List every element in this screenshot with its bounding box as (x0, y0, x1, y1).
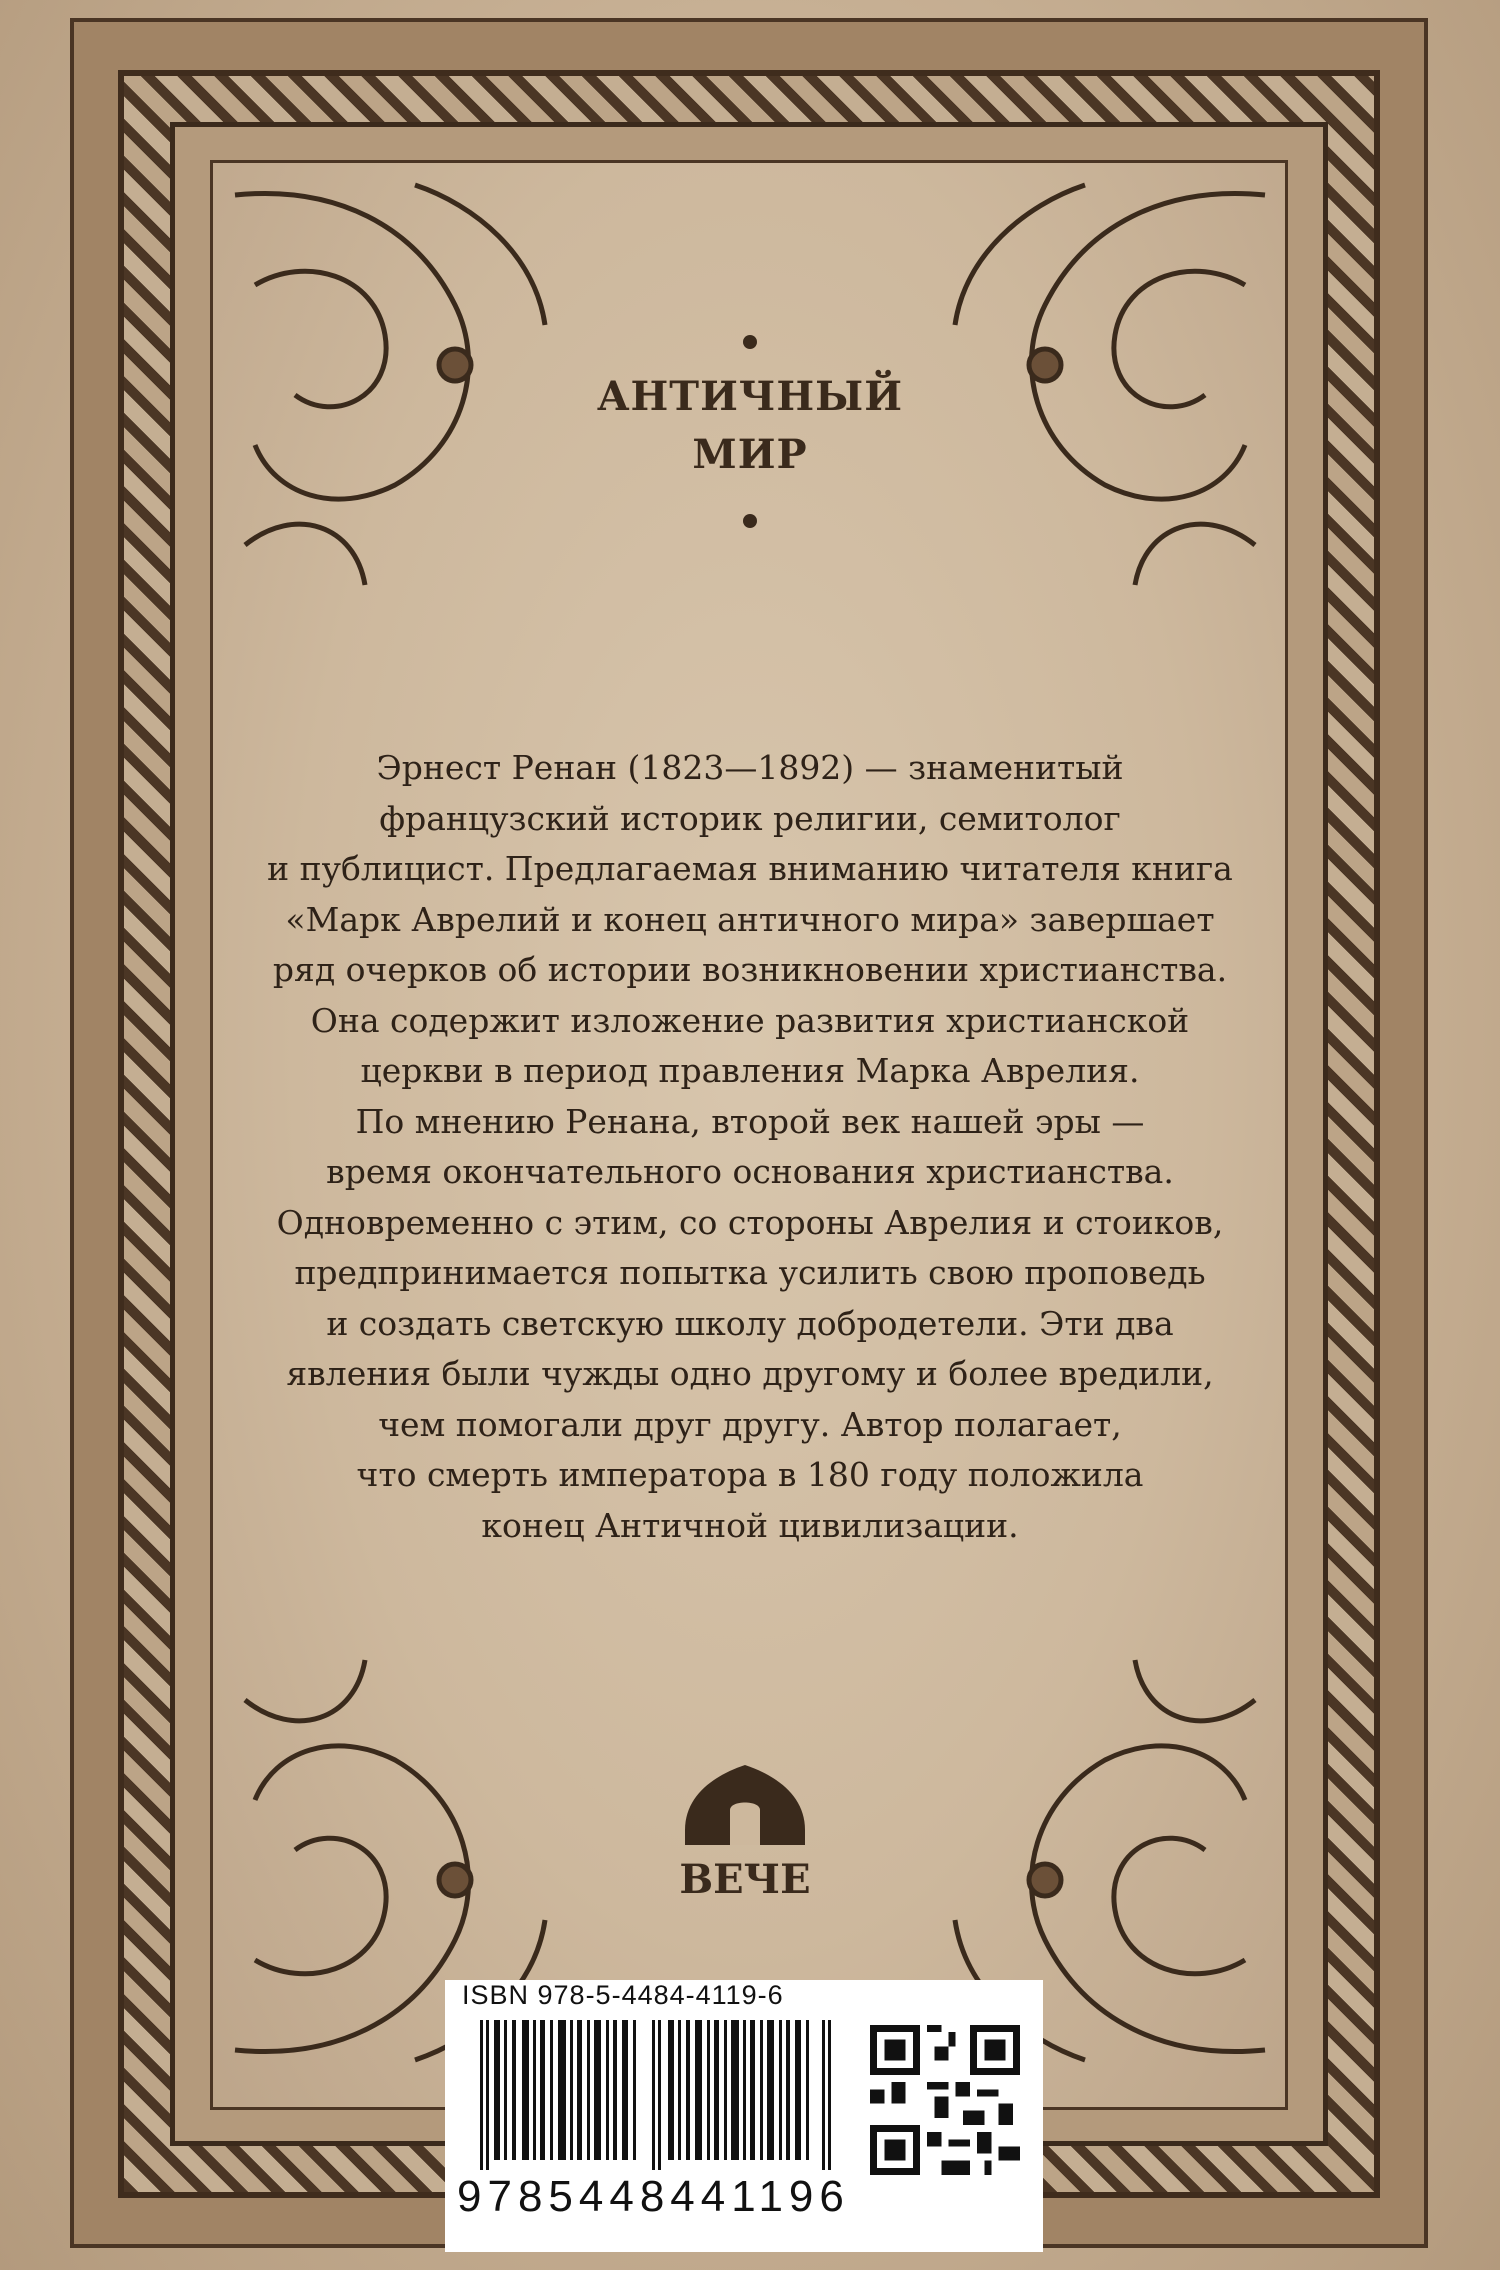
description-line: чем помогали друг другу. Автор полагает, (378, 1404, 1122, 1444)
top-left-ornament (215, 165, 575, 605)
description-line: Эрнест Ренан (1823—1892) — знаменитый (376, 748, 1124, 787)
description-line: явления были чужды одно другому и более вредили, (286, 1354, 1214, 1393)
description-line: что смерть императора в 180 году положила (356, 1455, 1144, 1494)
ean-barcode (480, 2020, 840, 2170)
title-dot-top (743, 335, 757, 349)
description-line: ряд очерков об истории возникновении христианства. (272, 950, 1228, 989)
isbn-label: ISBN 978-5-4484-4119-6 (462, 1980, 784, 2010)
description-line: предпринимается попытка усилить свою проповедь (294, 1253, 1206, 1292)
description-line: Она содержит изложение развития христианской (310, 1000, 1190, 1040)
series-title-line-2: МИР (692, 431, 808, 478)
description-line: «Марк Аврелий и конец античного мира» завершает (285, 899, 1215, 939)
top-right-ornament (925, 165, 1285, 605)
publisher-logo-text: ВЕЧЕ (679, 1856, 811, 1903)
ean-digits: 9785448441196 (457, 2172, 850, 2221)
description-line: и публицист. Предлагаемая вниманию читателя книга (267, 849, 1233, 888)
qr-code (870, 2025, 1020, 2175)
description-line: время окончательного основания христианства. (326, 1152, 1174, 1191)
description-line: французский историк религии, семитолог (379, 798, 1121, 838)
description-line: и создать светскую школу добродетели. Эти два (326, 1303, 1174, 1343)
description-line: конец Античной цивилизации. (481, 1505, 1019, 1545)
publisher-logo (670, 1755, 820, 1905)
description-line: По мнению Ренана, второй век нашей эры — (355, 1101, 1145, 1141)
description-line: церкви в период правления Марка Аврелия. (360, 1051, 1140, 1090)
series-title (560, 368, 940, 484)
title-dot-bottom (743, 514, 757, 528)
description-line: Одновременно с этим, со стороны Аврелия и стоиков, (276, 1202, 1224, 1242)
book-description (230, 743, 1270, 1551)
series-title-line-1: АНТИЧНЫЙ (596, 373, 904, 420)
